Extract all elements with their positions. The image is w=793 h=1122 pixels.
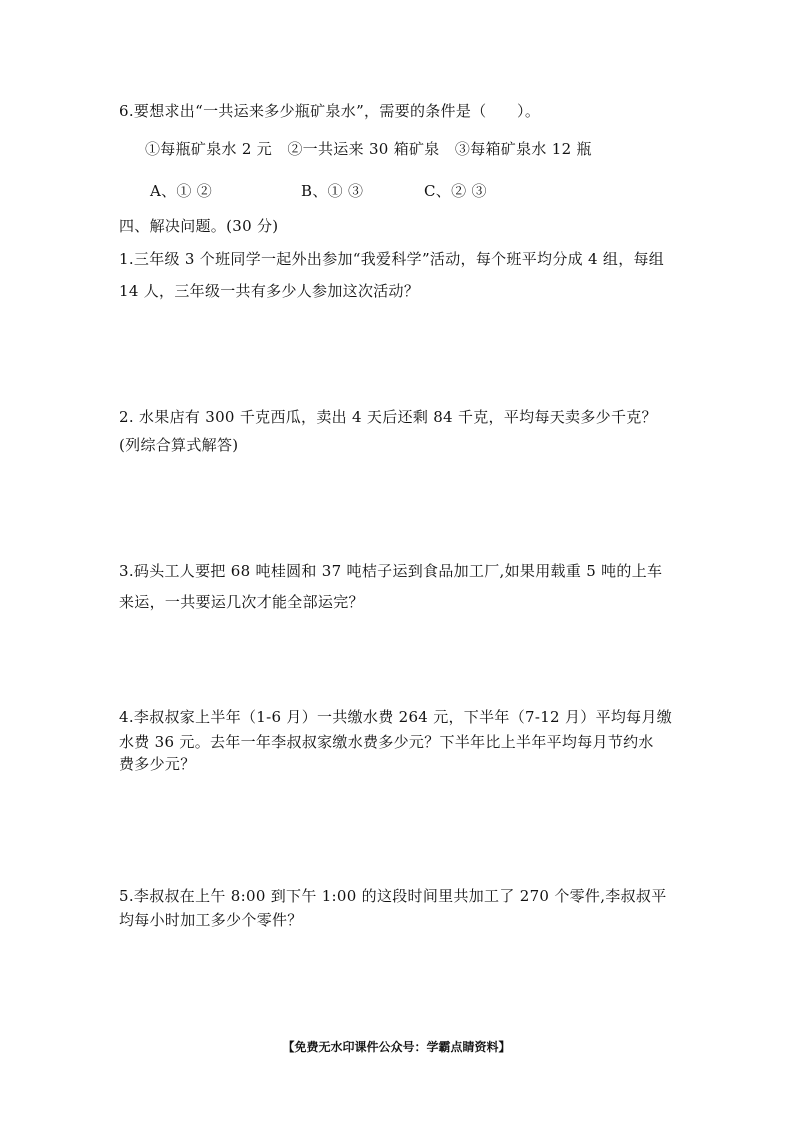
problem-1-line-2: 14 人，三年级一共有多少人参加这次活动？ (119, 282, 420, 300)
problem-4-line-2: 水费 36 元。去年一年李叔叔家缴水费多少元？下半年比上半年平均每月节约水 (119, 733, 654, 751)
problem-1-line-1: 1.三年级 3 个班同学一起外出参加“我爱科学”活动，每个班平均分成 4 组，每组 (119, 250, 665, 268)
problem-2-line-1: 2. 水果店有 300 千克西瓜，卖出 4 天后还剩 84 千克，平均每天卖多少千克？ (119, 408, 657, 426)
problem-3-line-2: 来运，一共要运几次才能全部运完？ (119, 593, 364, 611)
question-6-conditions: ①每瓶矿泉水 2 元 ②一共运来 30 箱矿泉 ③每箱矿泉水 12 瓶 (145, 140, 592, 158)
option-a: A、① ② (150, 182, 213, 200)
problem-5-line-2: 均每小时加工多少个零件？ (119, 911, 303, 929)
problem-5-line-1: 5.李叔叔在上午 8:00 到下午 1:00 的这段时间里共加工了 270 个零件,李叔叔平 (119, 887, 667, 905)
problem-4-line-1: 4.李叔叔家上半年（1-6 月）一共缴水费 264 元，下半年（7-12 月）平均每月缴 (119, 708, 673, 726)
section-4-heading: 四、解决问题。(30 分) (119, 217, 279, 235)
problem-4-line-3: 费多少元？ (119, 755, 196, 773)
question-6-stem: 6.要想求出“一共运来多少瓶矿泉水”，需要的条件是（ ）。 (119, 102, 541, 120)
problem-2-line-2: (列综合算式解答) (119, 436, 239, 454)
option-b: B、① ③ (301, 182, 364, 200)
footer-note: 【免费无水印课件公众号：学霸点睛资料】 (282, 1040, 511, 1054)
option-c: C、② ③ (424, 182, 487, 200)
problem-3-line-1: 3.码头工人要把 68 吨桂圆和 37 吨桔子运到食品加工厂,如果用载重 5 吨的上车 (119, 562, 663, 580)
